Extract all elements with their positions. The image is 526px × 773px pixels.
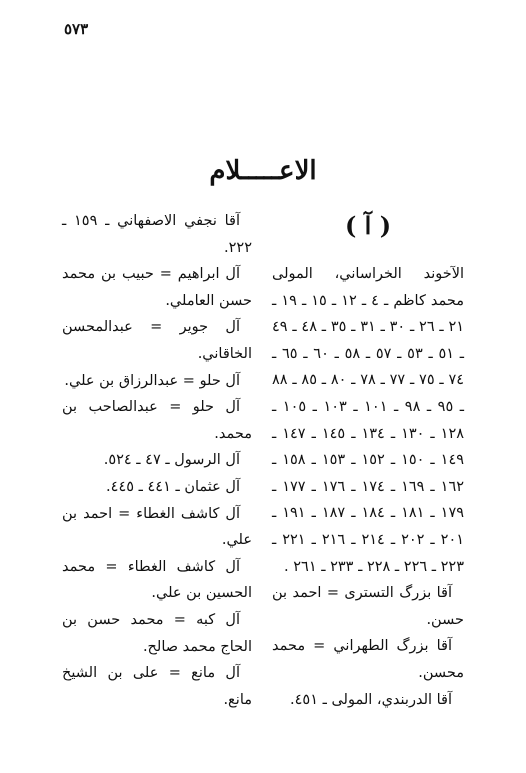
page-title: الاعـــــلام bbox=[209, 156, 317, 186]
index-entry: آل مانع = على بن الشيخ مانع. bbox=[62, 665, 252, 708]
index-entry: آل جوير = عبدالمحسن الخاقاني. bbox=[62, 319, 252, 362]
index-entry: آقا بزرگ التسترى = احمد بن حسن. bbox=[272, 585, 464, 628]
index-entry: آل حلو = عبدالرزاق بن علي. bbox=[64, 372, 240, 389]
right-column bbox=[272, 208, 464, 713]
index-entry: آل عثمان ـ ٤٤١ ـ ٤٤٥. bbox=[106, 478, 240, 495]
index-entry: آل كبه = محمد حسن بن الحاج محمد صالح. bbox=[62, 611, 252, 655]
index-entry: آل حلو = عبدالصاحب بن محمد. bbox=[62, 399, 252, 442]
index-entry: الآخوند الخراساني، المولى محمد كاظم ـ ٤ ـ ١٢ ـ ١٥ ـ ١٩ ـ ٢١ ـ ٢٦ ـ ٣٠ ـ ٣١ ـ ٣٥ ـ ٤٨ ـ ٤٩ ـ ٥١ ـ ٥٣ ـ ٥٧ ـ ٥٨ ـ ٦٠ ـ ٦٥ ـ ٧٤ ـ ٧٥ ـ ٧٧ ـ ٧٨ ـ ٨٠ ـ ٨٥ ـ ٨٨ ـ ٩٥ ـ ٩٨ ـ ١٠١ ـ ١٠٣ ـ ١٠٥ ـ ١٢٨ ـ ١٣٠ ـ ١٣٤ ـ ١٤٥ ـ ١٤٧ ـ ١٤٩ ـ ١٥٠ ـ ١٥٢ ـ ١٥٣ ـ ١٥٨ ـ ١٦٢ ـ ١٦٩ ـ ١٧٤ ـ ١٧٦ ـ ١٧٧ ـ ١٧٩ ـ ١٨١ ـ ١٨٤ ـ ١٨٧ ـ ١٩١ ـ ٢٠١ ـ ٢٠٢ ـ ٢١٤ ـ ٢١٦ ـ ٢٢١ ـ ٢٢٣ ـ ٢٢٦ ـ ٢٢٨ ـ ٢٣٣ ـ ٢٦١ . bbox=[272, 266, 465, 575]
left-column bbox=[62, 208, 252, 713]
index-entry: آل كاشف الغطاء = محمد الحسين بن علي. bbox=[62, 558, 252, 602]
page-number: ٥٧٣ bbox=[64, 20, 89, 38]
index-entry: آل ابراهيم = حبيب بن محمد حسن العاملي. bbox=[62, 266, 252, 309]
index-entry: آقا الدربندي، المولى ـ ٤٥١. bbox=[290, 691, 452, 708]
index-entry: آل كاشف الغطاء = احمد بن علي. bbox=[62, 505, 252, 549]
index-entry: آقا بزرگ الطهراني = محمد محسن. bbox=[272, 638, 464, 681]
index-entry: آقا نجفي الاصفهاني ـ ١٥٩ ـ ٢٢٢. bbox=[62, 213, 252, 256]
index-entry: آل الرسول ـ ٤٧ ـ ٥٢٤. bbox=[103, 452, 240, 469]
section-letter: ( آ ) bbox=[344, 211, 392, 240]
